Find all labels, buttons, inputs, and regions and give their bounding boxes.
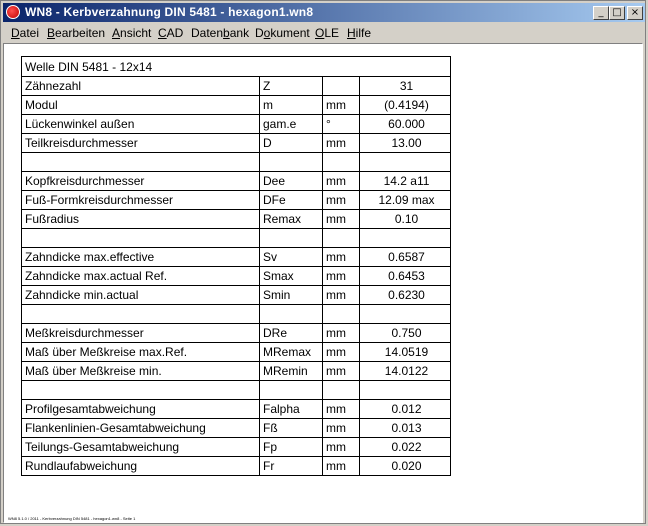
param-value: 0.6230 xyxy=(360,286,451,305)
table-row xyxy=(22,96,451,115)
table-row xyxy=(22,324,451,343)
param-symbol xyxy=(260,229,323,248)
param-symbol: DRe xyxy=(260,324,323,343)
param-symbol: Fr xyxy=(260,457,323,476)
param-unit: mm xyxy=(323,457,360,476)
menu-ole[interactable]: OLE xyxy=(315,26,340,40)
table-row xyxy=(22,419,451,438)
table-row xyxy=(22,267,451,286)
param-value xyxy=(360,153,451,172)
param-name: Fuß-Formkreisdurchmesser xyxy=(22,191,260,210)
minimize-button[interactable]: _ xyxy=(593,6,609,20)
param-unit: mm xyxy=(323,134,360,153)
param-value: 14.0519 xyxy=(360,343,451,362)
param-symbol: Smax xyxy=(260,267,323,286)
table-row xyxy=(22,457,451,476)
table-row xyxy=(22,400,451,419)
param-symbol: MRemax xyxy=(260,343,323,362)
param-symbol: Z xyxy=(260,77,323,96)
window-title: WN8 - Kerbverzahnung DIN 5481 - hexagon1.wn8 xyxy=(25,5,314,19)
menu-hilfe[interactable]: Hilfe xyxy=(347,26,372,40)
param-unit: mm xyxy=(323,210,360,229)
table-row xyxy=(22,191,451,210)
table-row xyxy=(22,362,451,381)
table-row xyxy=(22,153,451,172)
param-symbol: Sv xyxy=(260,248,323,267)
param-name: Maß über Meßkreise max.Ref. xyxy=(22,343,260,362)
param-symbol xyxy=(260,153,323,172)
param-name: Flankenlinien-Gesamtabweichung xyxy=(22,419,260,438)
param-symbol: MRemin xyxy=(260,362,323,381)
param-value: (0.4194) xyxy=(360,96,451,115)
document-view[interactable] xyxy=(3,43,643,523)
param-unit xyxy=(323,77,360,96)
param-symbol: Dee xyxy=(260,172,323,191)
table-row xyxy=(22,248,451,267)
param-name xyxy=(22,153,260,172)
param-name: Profilgesamtabweichung xyxy=(22,400,260,419)
param-name: Zahndicke max.effective xyxy=(22,248,260,267)
param-symbol xyxy=(260,381,323,400)
title-bar[interactable] xyxy=(3,3,645,22)
param-name: Fußradius xyxy=(22,210,260,229)
param-value: 12.09 max xyxy=(360,191,451,210)
param-unit xyxy=(323,229,360,248)
param-unit: mm xyxy=(323,96,360,115)
param-value: 0.750 xyxy=(360,324,451,343)
param-value: 14.2 a11 xyxy=(360,172,451,191)
menu-cad[interactable]: CAD xyxy=(158,26,184,40)
param-symbol: DFe xyxy=(260,191,323,210)
table-title: Welle DIN 5481 - 12x14 xyxy=(22,57,451,77)
param-name: Kopfkreisdurchmesser xyxy=(22,172,260,191)
param-name: Zähnezahl xyxy=(22,77,260,96)
param-value: 13.00 xyxy=(360,134,451,153)
menu-dokument[interactable]: Dokument xyxy=(255,26,310,40)
param-name: Rundlaufabweichung xyxy=(22,457,260,476)
param-value: 14.0122 xyxy=(360,362,451,381)
param-name xyxy=(22,305,260,324)
param-symbol: D xyxy=(260,134,323,153)
param-value: 31 xyxy=(360,77,451,96)
table-row xyxy=(22,210,451,229)
param-unit: mm xyxy=(323,400,360,419)
param-unit xyxy=(323,381,360,400)
param-value: 0.10 xyxy=(360,210,451,229)
table-row xyxy=(22,286,451,305)
menu-datei[interactable]: Datei xyxy=(11,26,40,40)
param-name: Teilungs-Gesamtabweichung xyxy=(22,438,260,457)
param-unit: mm xyxy=(323,267,360,286)
table-row xyxy=(22,438,451,457)
param-name: Zahndicke min.actual xyxy=(22,286,260,305)
param-value xyxy=(360,305,451,324)
param-value xyxy=(360,229,451,248)
table-row xyxy=(22,115,451,134)
spline-data-table xyxy=(21,56,451,476)
param-symbol: Remax xyxy=(260,210,323,229)
param-name: Teilkreisdurchmesser xyxy=(22,134,260,153)
param-unit: mm xyxy=(323,362,360,381)
param-unit xyxy=(323,305,360,324)
param-symbol: gam.e xyxy=(260,115,323,134)
table-row xyxy=(22,305,451,324)
param-unit: mm xyxy=(323,419,360,438)
param-value: 60.000 xyxy=(360,115,451,134)
param-value: 0.6587 xyxy=(360,248,451,267)
param-value: 0.020 xyxy=(360,457,451,476)
param-value: 0.022 xyxy=(360,438,451,457)
table-row xyxy=(22,229,451,248)
close-button[interactable]: × xyxy=(627,6,643,20)
param-unit: ° xyxy=(323,115,360,134)
param-symbol: m xyxy=(260,96,323,115)
param-value: 0.6453 xyxy=(360,267,451,286)
table-row xyxy=(22,77,451,96)
param-symbol xyxy=(260,305,323,324)
param-unit: mm xyxy=(323,324,360,343)
param-symbol: Fp xyxy=(260,438,323,457)
param-name xyxy=(22,229,260,248)
param-name: Maß über Meßkreise min. xyxy=(22,362,260,381)
param-symbol: Smin xyxy=(260,286,323,305)
param-unit: mm xyxy=(323,172,360,191)
menu-ansicht[interactable]: Ansicht xyxy=(112,26,152,40)
table-row xyxy=(22,381,451,400)
param-name: Lückenwinkel außen xyxy=(22,115,260,134)
page-footer-text: WN8 5.1.0 / 2011 - Kerbverzahnung DIN 5481 - hexagon1.wn8 - Seite 1 xyxy=(8,516,136,521)
menu-datenbank[interactable]: Datenbank xyxy=(191,26,250,40)
param-unit: mm xyxy=(323,286,360,305)
menu-bar xyxy=(3,23,645,42)
param-name xyxy=(22,381,260,400)
param-symbol: Fß xyxy=(260,419,323,438)
param-value: 0.013 xyxy=(360,419,451,438)
param-unit: mm xyxy=(323,191,360,210)
param-unit xyxy=(323,153,360,172)
table-row xyxy=(22,343,451,362)
param-unit: mm xyxy=(323,438,360,457)
table-row xyxy=(22,134,451,153)
param-value: 0.012 xyxy=(360,400,451,419)
param-unit: mm xyxy=(323,343,360,362)
param-name: Meßkreisdurchmesser xyxy=(22,324,260,343)
param-symbol: Falpha xyxy=(260,400,323,419)
param-name: Modul xyxy=(22,96,260,115)
param-name: Zahndicke max.actual Ref. xyxy=(22,267,260,286)
app-icon[interactable] xyxy=(6,5,20,19)
param-unit: mm xyxy=(323,248,360,267)
table-title-row xyxy=(22,57,451,77)
maximize-button[interactable]: □ xyxy=(609,6,625,20)
param-value xyxy=(360,381,451,400)
menu-bearbeiten[interactable]: Bearbeiten xyxy=(47,26,106,40)
table-row xyxy=(22,172,451,191)
